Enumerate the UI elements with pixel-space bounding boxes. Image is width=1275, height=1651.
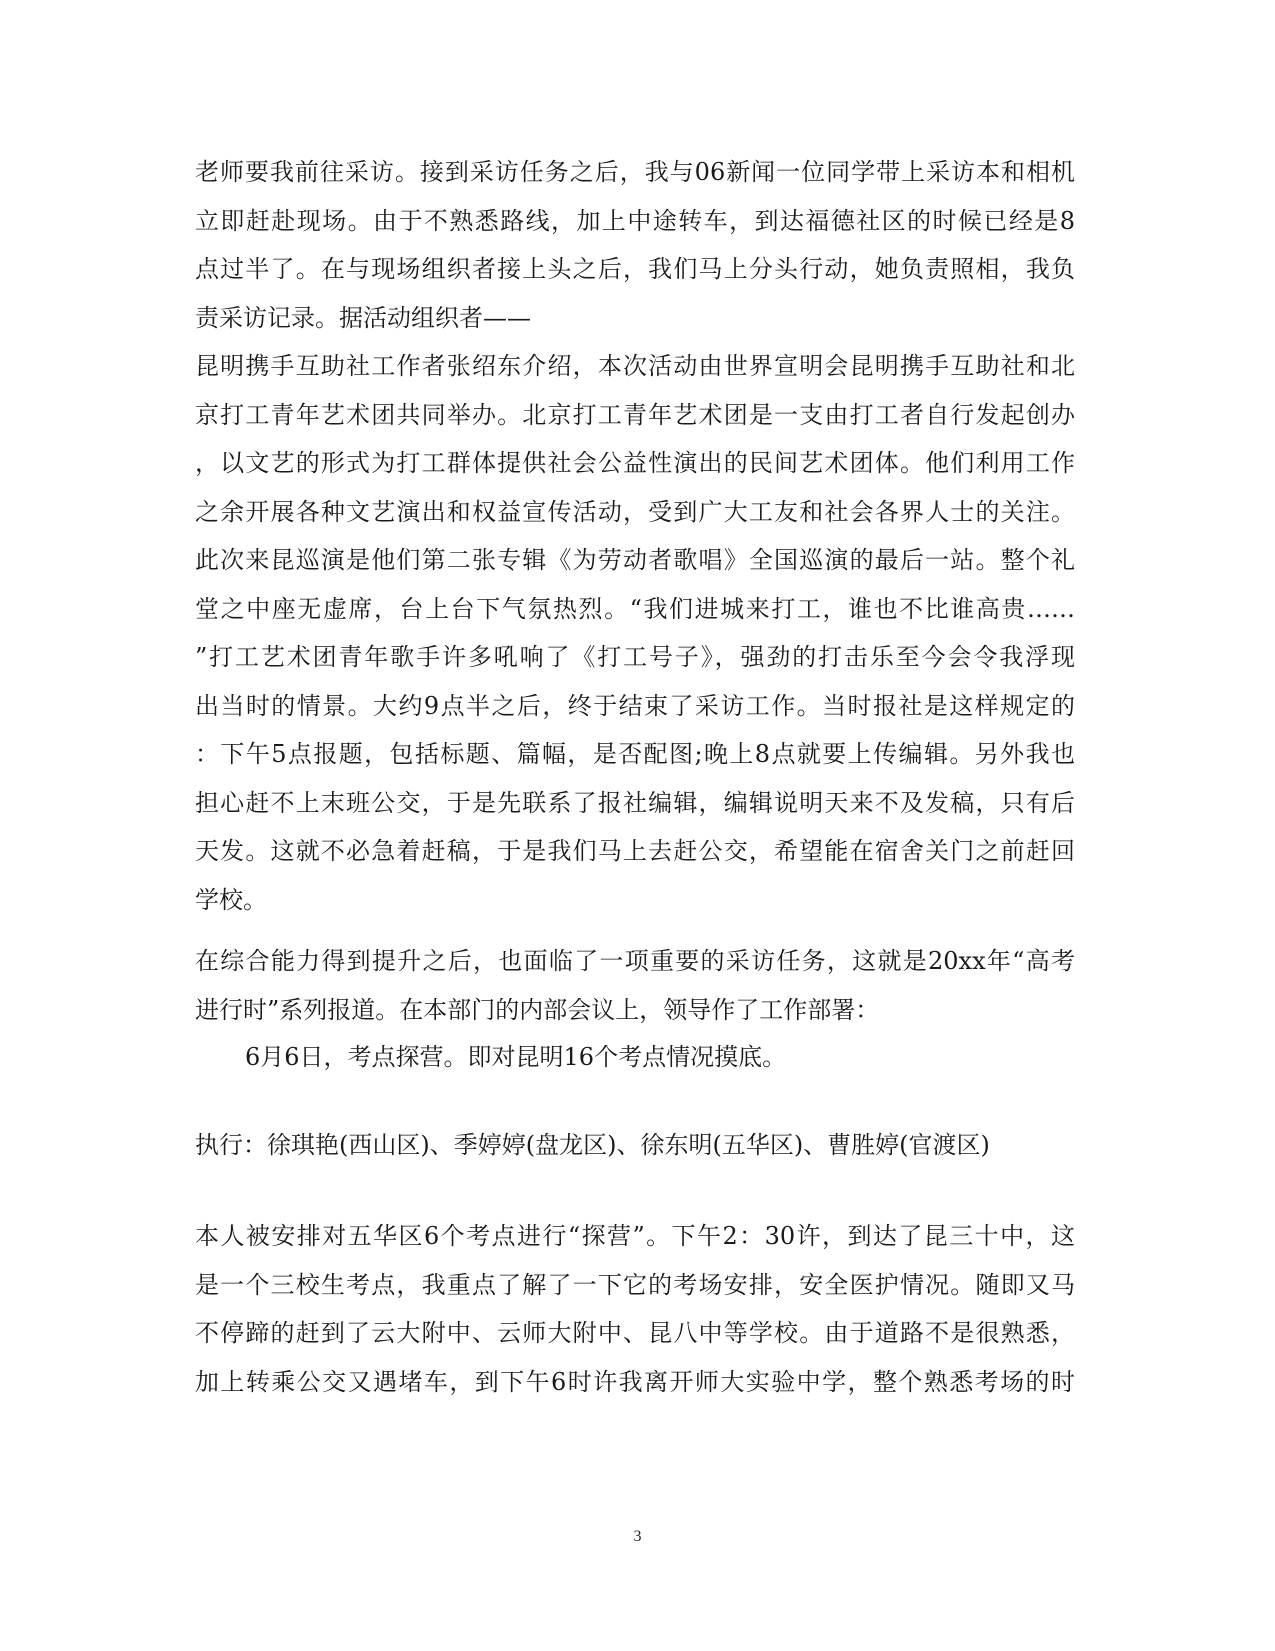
text-line: 京打工青年艺术团共同举办。北京打工青年艺术团是一支由打工者自行发起创办 xyxy=(195,400,1075,429)
paragraph-wuhua-visit xyxy=(195,1212,1075,1406)
paragraph-exam-coverage xyxy=(195,937,1075,1034)
schedule-item xyxy=(195,1033,1075,1082)
text-line: 点过半了。在与现场组织者接上头之后，我们马上分头行动，她负责照相，我负 xyxy=(195,255,1075,283)
text-line: 学校。 xyxy=(195,885,267,914)
text-line: 本人被安排对五华区6个考点进行“探营”。下午2：30许，到达了昆三十中，这 xyxy=(195,1222,1075,1250)
text-line: 此次来昆巡演是他们第二张专辑《为劳动者歌唱》全国巡演的最后一站。整个礼 xyxy=(195,546,1075,574)
text-line: 责采访记录。据活动组织者—— xyxy=(195,303,531,332)
paragraph-interview-event xyxy=(195,148,1075,924)
text-line: ，以文艺的形式为打工群体提供社会公益性演出的民间艺术团体。他们利用工作 xyxy=(195,449,1075,477)
text-line: 出当时的情景。大约9点半之后，终于结束了采访工作。当时报社是这样规定的 xyxy=(195,691,1075,720)
text-line: ”打工艺术团青年歌手许多吼响了《打工号子》，强劲的打击乐至今会令我浮现 xyxy=(195,643,1075,671)
text-line: 堂之中座无虚席，台上台下气氛热烈。“我们进城来打工，谁也不比谁高贵…… xyxy=(195,594,1075,623)
text-line: 老师要我前往采访。接到采访任务之后，我与06新闻一位同学带上采访本和相机 xyxy=(195,158,1075,186)
text-line: 立即赶赴现场。由于不熟悉路线，加上中途转车，到达福德社区的时候已经是8 xyxy=(195,206,1075,235)
text-line: 在综合能力得到提升之后，也面临了一项重要的采访任务，这就是20xx年“高考 xyxy=(195,947,1075,975)
text-line: 之余开展各种文艺演出和权益宣传活动，受到广大工友和社会各界人士的关注。 xyxy=(195,497,1075,526)
text-line: 昆明携手互助社工作者张绍东介绍，本次活动由世界宣明会昆明携手互助社和北 xyxy=(195,352,1075,380)
text-line: 6月6日，考点探营。即对昆明16个考点情况摸底。 xyxy=(245,1043,787,1071)
text-line: 担心赶不上末班公交，于是先联系了报社编辑，编辑说明天来不及发稿，只有后 xyxy=(195,788,1075,817)
text-line: 是一个三校生考点，我重点了解了一下它的考场安排，安全医护情况。随即又马 xyxy=(195,1270,1075,1299)
text-line: 进行时”系列报道。在本部门的内部会议上，领导作了工作部署： xyxy=(195,995,880,1024)
execution-assignment xyxy=(195,1121,1075,1170)
page-number: 3 xyxy=(633,1528,642,1545)
text-line: ：下午5点报题，包括标题、篇幅，是否配图;晚上8点就要上传编辑。另外我也 xyxy=(195,740,1075,768)
text-line: 加上转乘公交又遇堵车，到下午6时许我离开师大实验中学，整个熟悉考场的时 xyxy=(195,1367,1075,1396)
text-line: 天发。这就不必急着赶稿，于是我们马上去赶公交，希望能在宿舍关门之前赶回 xyxy=(195,837,1075,865)
text-line: 执行：徐琪艳(西山区)、季婷婷(盘龙区)、徐东明(五华区)、曹胜婷(官渡区) xyxy=(195,1131,990,1159)
text-line: 不停蹄的赶到了云大附中、云师大附中、昆八中等学校。由于道路不是很熟悉， xyxy=(195,1319,1075,1347)
